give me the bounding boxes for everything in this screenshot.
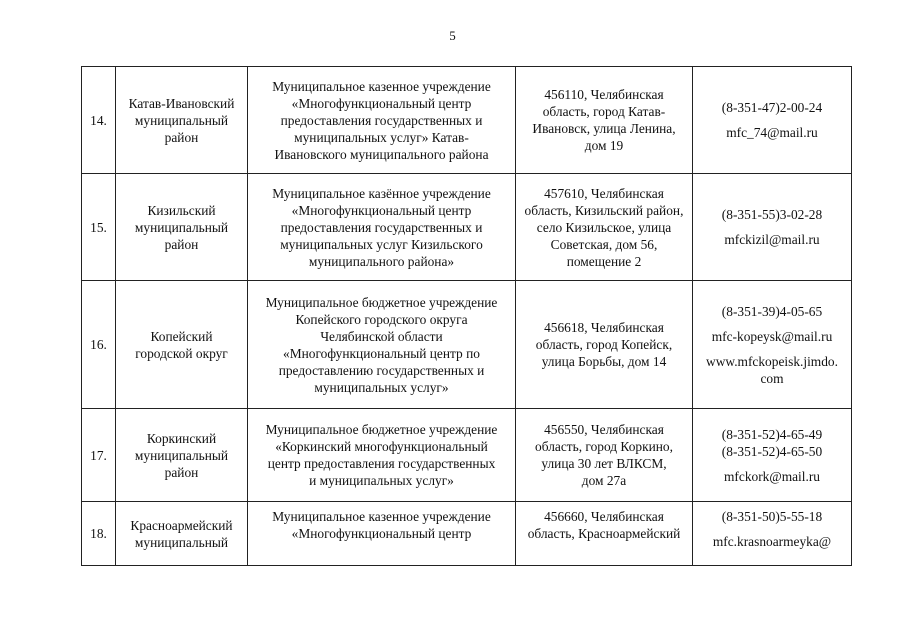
- contacts-cell: [693, 67, 852, 174]
- institution-line: муниципального района»: [308, 253, 455, 269]
- row-number: 16.: [82, 281, 116, 409]
- address-line: улица Борьбы, дом 14: [541, 354, 667, 369]
- institution-line: «Многофункциональный центр: [291, 526, 472, 541]
- institution-line: «Многофункциональный центр: [291, 95, 472, 111]
- institution-cell: [248, 281, 516, 409]
- institution-line: Копейского городского округа: [295, 311, 468, 327]
- row-number: 17.: [82, 409, 116, 502]
- district-cell: [116, 174, 248, 281]
- district-cell: [116, 67, 248, 174]
- email-address: mfc.krasnoarmeyka@: [712, 534, 832, 549]
- institution-line: муниципальных услуг Кизильского: [280, 236, 483, 252]
- district-line: муниципальный: [134, 534, 229, 550]
- address-line: область, Красноармейский: [527, 526, 681, 541]
- institution-line: Челябинской области: [320, 328, 443, 344]
- address-cell: [516, 174, 693, 281]
- address-line: Советская, дом 56,: [550, 236, 658, 252]
- address-line: дом 27а: [581, 473, 627, 488]
- contacts-cell: [693, 502, 852, 566]
- address-line: 456660, Челябинская: [544, 509, 664, 524]
- row-number: 15.: [82, 174, 116, 281]
- phone-number: (8-351-52)4-65-50: [721, 443, 823, 459]
- district-line: муниципальный: [134, 219, 229, 235]
- address-line: область, город Коркино,: [535, 439, 673, 454]
- table-row: [82, 281, 852, 409]
- district-line: муниципальный: [134, 112, 229, 128]
- address-cell: [516, 281, 693, 409]
- address-line: область, Кизильский район,: [524, 202, 684, 218]
- institution-line: Муниципальное казенное учреждение: [272, 78, 491, 94]
- institution-line: Муниципальное бюджетное учреждение: [265, 422, 498, 437]
- website-address: com: [760, 370, 784, 386]
- institution-cell: [248, 502, 516, 566]
- address-line: область, город Копейск,: [535, 337, 673, 352]
- district-line: муниципальный: [134, 447, 229, 463]
- institution-cell: [248, 409, 516, 502]
- institution-line: Муниципальное казенное учреждение: [272, 509, 491, 524]
- address-line: 456550, Челябинская: [544, 422, 664, 437]
- contacts-cell: [693, 409, 852, 502]
- district-cell: [116, 409, 248, 502]
- address-line: 456110, Челябинская: [544, 87, 664, 102]
- institution-line: Муниципальное казённое учреждение: [272, 185, 491, 201]
- table-row: [82, 502, 852, 566]
- institution-line: предоставления государственных и: [280, 112, 483, 128]
- address-cell: [516, 409, 693, 502]
- email-address: mfckork@mail.ru: [724, 468, 820, 484]
- institution-cell: [248, 67, 516, 174]
- district-cell: [116, 502, 248, 566]
- table-row: [82, 67, 852, 174]
- address-cell: [516, 67, 693, 174]
- email-address: mfc_74@mail.ru: [726, 125, 818, 140]
- address-line: 456618, Челябинская: [544, 320, 664, 335]
- institution-line: Ивановского муниципального района: [274, 146, 489, 162]
- website-address: www.mfckopeisk.jimdo.: [706, 353, 838, 369]
- institution-line: «Многофункциональный центр по: [283, 345, 480, 361]
- page-number: 5: [449, 28, 456, 43]
- address-line: помещение 2: [566, 253, 642, 269]
- address-line: 457610, Челябинская: [544, 185, 664, 201]
- contacts-cell: [693, 174, 852, 281]
- row-number: 14.: [82, 67, 116, 174]
- address-line: село Кизильское, улица: [536, 219, 672, 235]
- institution-line: и муниципальных услуг»: [309, 473, 454, 488]
- institution-line: «Коркинский многофункциональный: [275, 439, 488, 454]
- district-line: район: [164, 236, 199, 252]
- email-address: mfc-kopeysk@mail.ru: [711, 328, 833, 344]
- phone-number: (8-351-55)3-02-28: [721, 207, 823, 222]
- address-line: улица 30 лет ВЛКСМ,: [541, 456, 667, 471]
- address-line: Ивановск, улица Ленина,: [532, 121, 676, 136]
- district-line: район: [164, 464, 199, 480]
- institution-line: центр предоставления государственных: [267, 456, 496, 471]
- table-row: [82, 174, 852, 281]
- address-line: область, город Катав-: [542, 104, 666, 119]
- mfc-registry-table: [81, 66, 852, 566]
- district-line: городской округ: [135, 345, 228, 361]
- phone-number: (8-351-47)2-00-24: [721, 100, 823, 115]
- institution-line: предоставления государственных и: [280, 219, 483, 235]
- district-line: Копейский: [150, 328, 213, 344]
- district-cell: [116, 281, 248, 409]
- row-number: 18.: [82, 502, 116, 566]
- institution-cell: [248, 174, 516, 281]
- district-line: Красноармейский: [130, 517, 233, 533]
- institution-line: Муниципальное бюджетное учреждение: [265, 294, 498, 310]
- institution-line: муниципальных услуг» Катав-: [294, 129, 469, 145]
- district-line: Коркинский: [146, 430, 217, 446]
- institution-line: муниципальных услуг»: [314, 379, 449, 395]
- address-line: дом 19: [584, 138, 624, 153]
- table-row: [82, 409, 852, 502]
- phone-number: (8-351-39)4-05-65: [721, 303, 823, 319]
- email-address: mfckizil@mail.ru: [724, 232, 820, 247]
- phone-number: (8-351-50)5-55-18: [721, 509, 823, 524]
- district-line: район: [164, 129, 199, 145]
- contacts-cell: [693, 281, 852, 409]
- district-line: Кизильский: [147, 202, 216, 218]
- institution-line: предоставлению государственных и: [278, 362, 485, 378]
- phone-number: (8-351-52)4-65-49: [721, 426, 823, 442]
- institution-line: «Многофункциональный центр: [291, 202, 472, 218]
- address-cell: [516, 502, 693, 566]
- district-line: Катав-Ивановский: [128, 95, 235, 111]
